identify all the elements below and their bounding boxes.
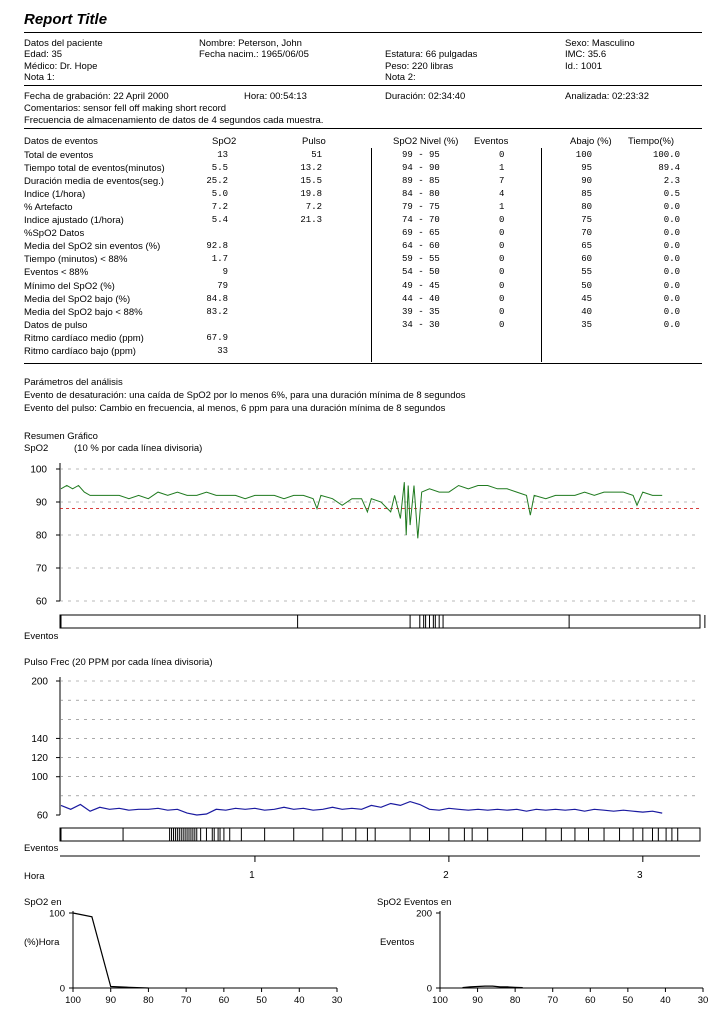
level-row-events: 0 (499, 150, 505, 160)
level-row-range: 89 - 85 (402, 176, 440, 186)
level-row-events: 0 (499, 241, 505, 251)
below-row-time: 0.0 (663, 294, 680, 304)
events-row-label: Eventos < 88% (24, 267, 89, 278)
events-row-spo2: 67.9 (206, 333, 228, 343)
level-row-events: 0 (499, 281, 505, 291)
pulse-events-label: Eventos (24, 843, 59, 854)
events-row-spo2: 79 (217, 281, 228, 291)
events-row-label: Ritmo cardíaco bajo (ppm) (24, 346, 136, 357)
hist2-series-line (463, 986, 523, 988)
events-row-label: Ritmo cardíaco medio (ppm) (24, 333, 144, 344)
level-row-range: 94 - 90 (402, 163, 440, 173)
events-row-spo2: 9 (222, 267, 228, 277)
below-row-time: 89.4 (658, 163, 680, 173)
hist1-x-tick-label: 70 (180, 995, 192, 1006)
events-row-label: Datos de pulso (24, 320, 88, 331)
events-row-label: Tiempo total de eventos(minutos) (24, 163, 165, 174)
patient-name: Nombre: Peterson, John (199, 38, 302, 49)
events-row-spo2: 83.2 (206, 307, 228, 317)
spo2-y-tick-label: 90 (35, 497, 47, 509)
below-row-time: 0.0 (663, 320, 680, 330)
pulse-y-tick-label: 120 (31, 753, 48, 765)
events-row-pulse: 7.2 (305, 202, 322, 212)
below-row-time: 0.0 (663, 281, 680, 291)
below-row-time: 0.5 (663, 189, 680, 199)
level-header: SpO2 Nivel (%) (393, 136, 459, 147)
patient-weight: Peso: 220 libras (385, 61, 454, 72)
spo2-y-tick-label: 60 (35, 596, 47, 608)
below-row-time: 0.0 (663, 215, 680, 225)
below-row-time: 0.0 (663, 307, 680, 317)
below-row-threshold: 50 (581, 281, 592, 291)
below-row-threshold: 100 (575, 150, 592, 160)
hour-tick-label: 3 (637, 870, 643, 881)
events-row-pulse: 21.3 (300, 215, 322, 225)
events-row-spo2: 5.5 (211, 163, 228, 173)
events-row-spo2: 7.2 (211, 202, 228, 212)
events-row-pulse: 51 (311, 150, 322, 160)
pulse-chart-label: Pulso Frec (20 PPM por cada línea divisoria) (24, 657, 213, 668)
hist1-series-line (73, 913, 148, 988)
pulse-y-tick-label: 200 (31, 676, 48, 688)
hour-tick-label: 2 (443, 870, 449, 881)
level-row-range: 39 - 35 (402, 307, 440, 317)
events-row-spo2: 92.8 (206, 241, 228, 251)
analysis-line1: Evento de desaturación: una caída de SpO2 por lo menos 6%, para una duración mínima de 8 segundos (24, 390, 466, 401)
events-header-pulse: Pulso (302, 136, 326, 147)
below-row-time: 100.0 (652, 150, 680, 160)
recording-duration: Duración: 02:34:40 (385, 91, 466, 102)
level-row-events: 1 (499, 202, 505, 212)
below-row-threshold: 90 (581, 176, 592, 186)
events-row-spo2: 1.7 (211, 254, 228, 264)
events-row-pulse: 19.8 (300, 189, 322, 199)
patient-birth: Fecha nacim.: 1965/06/05 (199, 49, 309, 60)
below-row-threshold: 95 (581, 163, 592, 173)
patient-doctor: Médico: Dr. Hope (24, 61, 98, 72)
pulse-y-tick-label: 100 (31, 772, 48, 784)
hist2-x-tick-label: 100 (432, 995, 448, 1006)
hist2-ylabel: Eventos (380, 937, 415, 948)
pulse-y-tick-label: 60 (36, 810, 48, 822)
spo2-events-chart (416, 909, 708, 1007)
analysis-line2: Evento del pulso: Cambio en frecuencia, al menos, 6 ppm para una duración mínima de 8 segundos (24, 403, 446, 414)
level-row-range: 84 - 80 (402, 189, 440, 199)
events-row-spo2: 33 (217, 346, 228, 356)
hist2-x-tick-label: 40 (660, 995, 671, 1006)
hist2-y-tick-label: 0 (426, 983, 432, 995)
recording-analyzed: Analizada: 02:23:32 (565, 91, 649, 102)
hist1-x-tick-label: 90 (105, 995, 117, 1006)
level-row-events: 0 (499, 215, 505, 225)
analysis-title: Parámetros del análisis (24, 377, 123, 388)
spo2-chart-label: SpO2 (24, 443, 49, 454)
hist1-x-tick-label: 100 (65, 995, 81, 1006)
below-row-time: 0.0 (663, 267, 680, 277)
level-row-events: 0 (499, 267, 505, 277)
patient-section-label: Datos del paciente (24, 38, 103, 49)
recording-frequency: Frecuencia de almacenamiento de datos de 4 segundos cada muestra. (24, 115, 324, 126)
below-row-threshold: 75 (581, 215, 592, 225)
events-row-spo2: 84.8 (206, 294, 228, 304)
below-row-time: 0.0 (663, 241, 680, 251)
below-row-time: 0.0 (663, 254, 680, 264)
events-row-pulse: 13.2 (300, 163, 322, 173)
below-row-threshold: 40 (581, 307, 592, 317)
pulse-y-tick-label: 140 (31, 733, 48, 745)
events-row-label: Duración media de eventos(seg.) (24, 176, 164, 187)
events-row-pulse: 15.5 (300, 176, 322, 186)
level-row-events: 0 (499, 320, 505, 330)
hist2-x-tick-label: 90 (472, 995, 483, 1006)
hist2-title: SpO2 Eventos en (377, 897, 452, 908)
hist1-x-tick-label: 40 (293, 995, 305, 1006)
events-row-label: % Artefacto (24, 202, 73, 213)
spo2-chart (30, 463, 700, 608)
level-row-events: 0 (499, 294, 505, 304)
hist1-x-tick-label: 60 (218, 995, 230, 1006)
events-row-spo2: 5.0 (211, 189, 228, 199)
level-row-events: 0 (499, 307, 505, 317)
recording-date: Fecha de grabación: 22 April 2000 (24, 91, 169, 102)
hist1-ylabel: (%)Hora (24, 937, 60, 948)
events-row-spo2: 13 (217, 150, 228, 160)
level-row-range: 79 - 75 (402, 202, 440, 212)
hour-axis (60, 856, 700, 881)
pulse-chart (31, 677, 700, 822)
below-row-time: 0.0 (663, 202, 680, 212)
level-row-range: 59 - 55 (402, 254, 440, 264)
events-row-label: Tiempo (minutos) < 88% (24, 254, 128, 265)
events-row-label: Mínimo del SpO2 (%) (24, 281, 115, 292)
recording-time: Hora: 00:54:13 (244, 91, 307, 102)
spo2-y-tick-label: 100 (30, 464, 47, 476)
spo2-percent-hour-chart (49, 909, 342, 1007)
events-row-label: %SpO2 Datos (24, 228, 85, 239)
below-row-threshold: 65 (581, 241, 592, 251)
events-row-label: Indice (1/hora) (24, 189, 86, 200)
hist2-y-tick-label: 200 (416, 908, 432, 920)
level-row-range: 44 - 40 (402, 294, 440, 304)
level-row-range: 49 - 45 (402, 281, 440, 291)
spo2-y-tick-label: 70 (35, 563, 47, 575)
below-header: Abajo (%) (570, 136, 612, 147)
hist2-x-tick-label: 80 (509, 995, 521, 1006)
hist2-x-tick-label: 30 (697, 995, 709, 1006)
below-row-threshold: 45 (581, 294, 592, 304)
level-row-events: 1 (499, 163, 505, 173)
below-time-header: Tiempo(%) (628, 136, 675, 147)
level-row-events: 7 (499, 176, 505, 186)
hist1-title: SpO2 en (24, 897, 62, 908)
below-row-threshold: 70 (581, 228, 592, 238)
events-row-spo2: 5.4 (211, 215, 228, 225)
below-row-threshold: 80 (581, 202, 592, 212)
events-row-label: Media del SpO2 sin eventos (%) (24, 241, 161, 252)
hist1-x-tick-label: 50 (256, 995, 267, 1006)
report-title: Report Title (24, 11, 108, 28)
patient-note2: Nota 2: (385, 72, 416, 83)
events-row-label: Media del SpO2 bajo < 88% (24, 307, 143, 318)
level-row-events: 4 (499, 189, 505, 199)
spo2-chart-scale: (10 % por cada línea divisoria) (74, 443, 203, 454)
level-row-range: 54 - 50 (402, 267, 440, 277)
level-row-range: 64 - 60 (402, 241, 440, 251)
level-row-events: 0 (499, 228, 505, 238)
events-row-label: Media del SpO2 bajo (%) (24, 294, 131, 305)
hist1-y-tick-label: 0 (59, 983, 65, 995)
level-row-range: 69 - 65 (402, 228, 440, 238)
patient-note1: Nota 1: (24, 72, 55, 83)
spo2-events-label: Eventos (24, 631, 59, 642)
hist2-x-tick-label: 70 (547, 995, 559, 1006)
level-row-range: 34 - 30 (402, 320, 440, 330)
hist2-x-tick-label: 60 (584, 995, 596, 1006)
pulse-series-line (61, 802, 662, 815)
events-row-label: Total de eventos (24, 150, 94, 161)
events-header-label: Datos de eventos (24, 136, 98, 147)
hist1-y-tick-label: 100 (49, 908, 65, 920)
below-row-threshold: 85 (581, 189, 592, 199)
patient-age: Edad: 35 (24, 49, 63, 60)
hist2-x-tick-label: 50 (622, 995, 634, 1006)
recording-comments: Comentarios: sensor fell off making short record (24, 103, 227, 114)
level-events-header: Eventos (474, 136, 509, 147)
below-row-time: 2.3 (663, 176, 680, 186)
hist1-x-tick-label: 30 (331, 995, 343, 1006)
level-row-range: 74 - 70 (402, 215, 440, 225)
hour-tick-label: 1 (249, 870, 255, 881)
patient-sex: Sexo: Masculino (565, 38, 635, 49)
patient-height: Estatura: 66 pulgadas (385, 49, 478, 60)
below-row-threshold: 35 (581, 320, 592, 330)
below-row-threshold: 60 (581, 254, 592, 264)
events-row-label: Indice ajustado (1/hora) (24, 215, 124, 226)
hour-label: Hora (24, 871, 45, 882)
events-row-spo2: 25.2 (206, 176, 228, 186)
spo2-event-strip (60, 615, 700, 628)
level-row-range: 99 - 95 (402, 150, 440, 160)
patient-bmi: IMC: 35.6 (565, 49, 607, 60)
below-row-time: 0.0 (663, 228, 680, 238)
level-row-events: 0 (499, 254, 505, 264)
events-header-spo2: SpO2 (212, 136, 237, 147)
patient-id: Id.: 1001 (565, 61, 602, 72)
graphic-title: Resumen Gráfico (24, 431, 98, 442)
spo2-series-line (61, 482, 662, 538)
below-row-threshold: 55 (581, 267, 592, 277)
hist1-x-tick-label: 80 (143, 995, 154, 1006)
spo2-y-tick-label: 80 (35, 530, 47, 542)
